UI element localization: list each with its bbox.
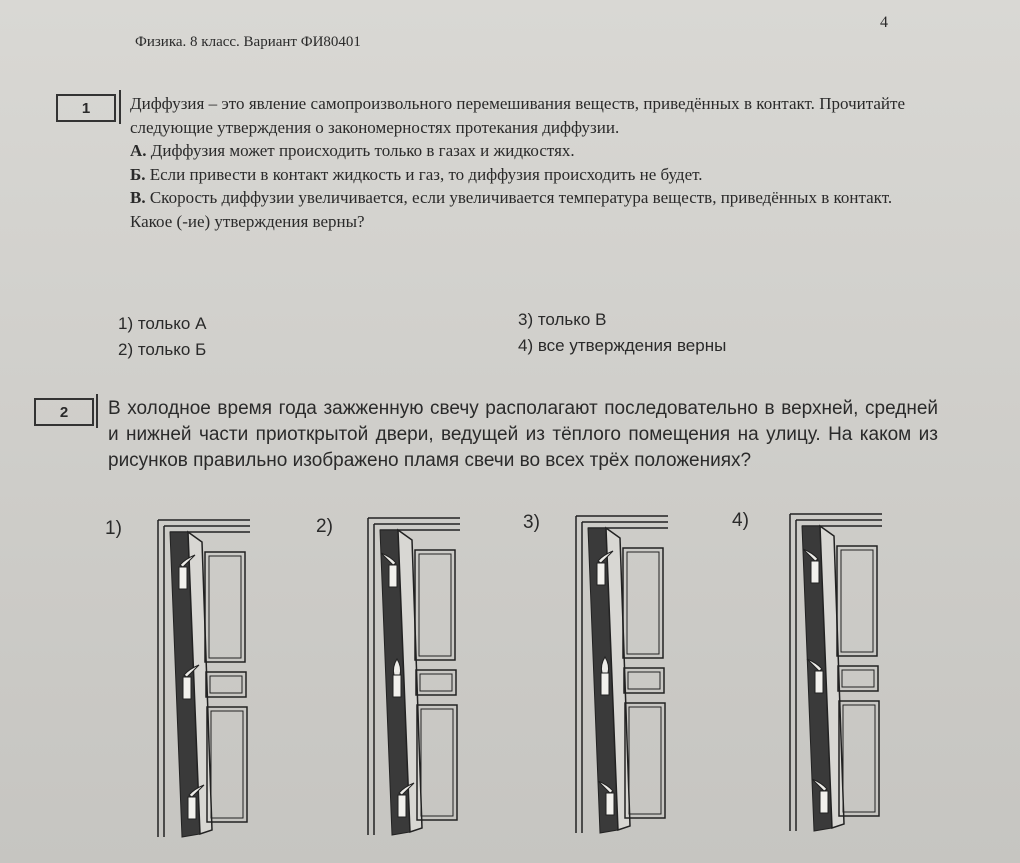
- door-panel-inner-3: [629, 707, 661, 814]
- candle-middle: [815, 671, 823, 693]
- door-panel-inner-2: [420, 674, 452, 691]
- door-panel-1: [415, 550, 455, 660]
- option-3: 3) только В: [518, 310, 607, 329]
- task-2-text: В холодное время года зажженную свечу располагают последовательно в верхней, средней и нижней части приоткрытой двери, ведущей из тёплого помещения на улицу. На каком из рисунков правильно изображено пламя свечи во всех трёх положениях?: [108, 398, 938, 471]
- statement-b-letter: Б.: [130, 164, 146, 184]
- door-panel-inner-3: [211, 711, 243, 818]
- door-figure-2: [360, 510, 470, 840]
- candle-middle: [183, 677, 191, 699]
- candle-middle: [601, 673, 609, 695]
- task-1-question: Какое (-ие) утверждения верны?: [130, 211, 365, 231]
- door-panel-3: [839, 701, 879, 816]
- statement-a: [130, 139, 905, 163]
- figure-label-4: 4): [732, 510, 749, 531]
- candle-middle: [393, 675, 401, 697]
- door-panel-inner-1: [419, 554, 451, 656]
- task-1-text: [130, 92, 905, 233]
- option-4: 4) все утверждения верны: [518, 336, 727, 355]
- task-number-box-1: 1: [56, 94, 116, 122]
- candle-bottom: [606, 793, 614, 815]
- statement-b-text: Если привести в контакт жидкость и газ, то диффузия происходить не будет.: [149, 164, 703, 184]
- figure-label-3: 3): [523, 512, 540, 533]
- door-panel-inner-3: [421, 709, 453, 816]
- task-number-box-2: 2: [34, 398, 94, 426]
- candle-top: [597, 563, 605, 585]
- statement-a-letter: А.: [130, 141, 147, 160]
- candle-top: [389, 565, 397, 587]
- candle-bottom: [188, 797, 196, 819]
- statement-v-letter: В.: [130, 188, 146, 207]
- door-panel-inner-2: [210, 676, 242, 693]
- candle-top: [179, 567, 187, 589]
- door-panel-1: [623, 548, 663, 658]
- task-1-intro: Диффузия – это явление самопроизвольного перемешивания веществ, приведённых в контакт. Прочитайте следующие утверждения о закономерностях протекания диффузии.: [130, 94, 905, 137]
- door-figure-4: [782, 506, 892, 836]
- door-panel-1: [837, 546, 877, 656]
- door-panel-inner-3: [843, 705, 875, 812]
- figure-label-1: 1): [105, 518, 122, 539]
- door-figure-3: [568, 508, 678, 838]
- door-panel-inner-1: [841, 550, 873, 652]
- task-bar-1: [119, 90, 121, 124]
- statement-v-text: Скорость диффузии увеличивается, если увеличивается температура веществ, приведённых в контакт.: [149, 188, 893, 207]
- candle-bottom: [398, 795, 406, 817]
- figure-label-2: 2): [316, 516, 333, 537]
- page-header: Физика. 8 класс. Вариант ФИ80401: [135, 34, 361, 50]
- door-figure-1: [150, 512, 260, 842]
- candle-bottom: [820, 791, 828, 813]
- option-2: 2) только Б: [118, 340, 207, 359]
- statement-b: [130, 163, 905, 187]
- page-number: 4: [880, 14, 888, 31]
- statement-v: [130, 186, 905, 210]
- task-bar-2: [96, 394, 98, 428]
- door-panel-inner-1: [209, 556, 241, 658]
- statement-a-text: Диффузия может происходить только в газах и жидкостях.: [150, 141, 575, 160]
- door-panel-3: [417, 705, 457, 820]
- door-panel-inner-2: [628, 672, 660, 689]
- door-panel-3: [207, 707, 247, 822]
- door-panel-3: [625, 703, 665, 818]
- door-panel-inner-2: [842, 670, 874, 687]
- option-1: 1) только А: [118, 314, 207, 333]
- door-panel-inner-1: [627, 552, 659, 654]
- door-panel-1: [205, 552, 245, 662]
- candle-top: [811, 561, 819, 583]
